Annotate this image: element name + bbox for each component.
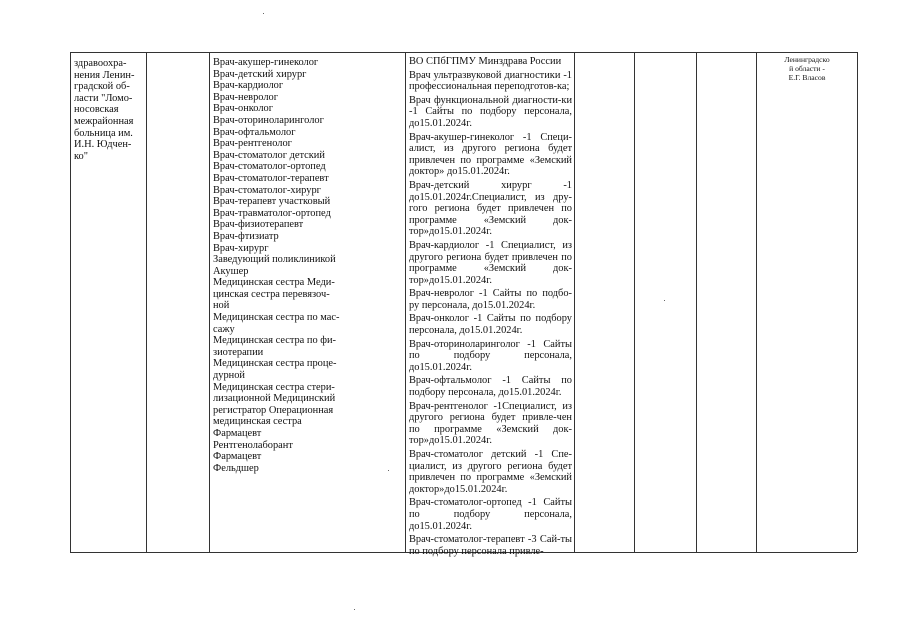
position-line: Врач-травматолог-ортопед bbox=[213, 207, 331, 219]
position-line: Врач-акушер-гинеколог bbox=[213, 57, 319, 68]
position-line: сажу bbox=[213, 323, 235, 335]
position-line: Медицинская сестра стери- bbox=[213, 381, 335, 393]
position-line: Врач-стоматолог-ортопед bbox=[213, 161, 326, 173]
position-line: Акушер bbox=[213, 265, 249, 277]
measure-paragraph: Врач-акушер-гинеколог -1 Специ-алист, из другого региона будет привлечен по программе «Земский доктор» до15.01.2024г. bbox=[409, 131, 572, 178]
scan-speck bbox=[263, 13, 264, 14]
measure-paragraph: Врач-стоматолог детский -1 Спе-циалист, из другого региона будет привлечен по программе «Земский доктор»до15.01.2024г. bbox=[409, 449, 572, 495]
table-top-border bbox=[70, 52, 857, 53]
column-border bbox=[696, 52, 697, 552]
measure-paragraph: Врач-стоматолог-терапевт -3 Сай-ты по подбору персонала привле- bbox=[409, 534, 572, 557]
position-line: Врач-оториноларинголог bbox=[213, 114, 324, 126]
measure-paragraph: Врач-невролог -1 Сайты по подбо-ру персонала, до15.01.2024г. bbox=[409, 288, 572, 311]
column-border bbox=[756, 52, 757, 552]
position-line: Фармацевт bbox=[213, 428, 262, 439]
measures-cell bbox=[409, 56, 572, 559]
scan-speck bbox=[664, 300, 665, 301]
position-line: Врач-фтизиатр bbox=[213, 230, 279, 242]
position-line: Врач-кардиолог bbox=[213, 80, 284, 92]
position-line: Врач-рентгенолог bbox=[213, 138, 292, 150]
measure-paragraph: Врач-кардиолог -1 Специалист, из другого региона будет привлечен по программе «Земский док-тор»до15.01.2024г. bbox=[409, 239, 572, 286]
measure-paragraph: Врач-оториноларинголог -1 Сайты по подбору персонала, до15.01.2024г. bbox=[409, 338, 572, 373]
position-line: Врач-стоматолог-хирург bbox=[213, 184, 321, 196]
position-line: Врач-офтальмолог bbox=[213, 126, 296, 138]
column-border bbox=[405, 52, 406, 552]
column-border bbox=[209, 52, 210, 552]
position-line: Медицинская сестра Меди- bbox=[213, 277, 335, 289]
position-line: Медицинская сестра по мас- bbox=[213, 312, 340, 324]
position-line: дурной bbox=[213, 370, 245, 382]
position-line: Врач-стоматолог-терапевт bbox=[213, 172, 329, 184]
position-line: цинская сестра перевязоч- bbox=[213, 288, 330, 300]
position-line: Врач-стоматолог детский bbox=[213, 149, 325, 161]
position-line: Рентгенолаборант bbox=[213, 439, 293, 451]
measure-paragraph: Врач-детский хирург -1 до15.01.2024г.Специалист, из дру-гого региона будет привлечен по программе «Земский док-тор»до15.01.2024г. bbox=[409, 179, 572, 238]
measure-paragraph: Врач-офтальмолог -1 Сайты по подбору персонала, до15.01.2024г. bbox=[409, 375, 572, 399]
position-line: Медицинская сестра проце- bbox=[213, 358, 337, 370]
position-line: Медицинская сестра по фи- bbox=[213, 335, 336, 347]
position-line: ной bbox=[213, 300, 230, 312]
position-line: Врач-детский хирург bbox=[213, 68, 307, 80]
position-line: Врач-физиотерапевт bbox=[213, 219, 304, 231]
position-line: медицинская сестра bbox=[213, 416, 302, 428]
position-line: Врач-онколог bbox=[213, 103, 273, 115]
measure-paragraph: Врач-рентгенолог -1Специалист, из другого региона будет привле-чен по программе «Земский док-тор»до15.01.2024г. bbox=[409, 400, 572, 447]
position-line: Врач-терапевт участковый bbox=[213, 196, 331, 208]
positions-cell bbox=[213, 57, 348, 474]
position-line: Врач-хирург bbox=[213, 242, 269, 254]
position-line: лизационной Медицинский bbox=[213, 393, 336, 405]
measure-paragraph: Врач ультразвуковой диагностики -1 профессиональная переподготов-ка; bbox=[409, 69, 572, 93]
position-line: Заведующий поликлиникой bbox=[213, 254, 336, 266]
position-line: регистратор Операционная bbox=[213, 404, 334, 416]
column-border bbox=[70, 52, 71, 552]
column-border bbox=[634, 52, 635, 552]
scan-speck bbox=[388, 470, 389, 471]
scan-speck bbox=[354, 609, 355, 610]
column-border bbox=[857, 52, 858, 552]
measure-paragraph: Врач функциональной диагности-ки -1 Сайты по подбору персонала, до15.01.2024г. bbox=[409, 94, 572, 129]
column-border bbox=[574, 52, 575, 552]
organization-cell: здравоохра- нения Ленин- градской об- ласти "Ломо- носовская межрайонная больница им. И.Н. Юдчен- ко" bbox=[74, 58, 135, 162]
measure-paragraph: Врач-стоматолог-ортопед -1 Сайты по подбору персонала, до15.01.2024г. bbox=[409, 497, 572, 532]
position-line: зиотерапии bbox=[213, 346, 264, 358]
measure-paragraph: Врач-онколог -1 Сайты по подбору персонала, до15.01.2024г. bbox=[409, 313, 572, 337]
responsible-cell: Ленинградско й области - Е.Г. Власов bbox=[784, 55, 830, 82]
position-line: Фельдшер bbox=[213, 462, 259, 474]
position-line: Фармацевт bbox=[213, 451, 262, 463]
column-border bbox=[146, 52, 147, 552]
measure-paragraph: ВО СПбГПМУ Минздрава России bbox=[409, 56, 562, 67]
position-line: Врач-невролог bbox=[213, 91, 278, 103]
